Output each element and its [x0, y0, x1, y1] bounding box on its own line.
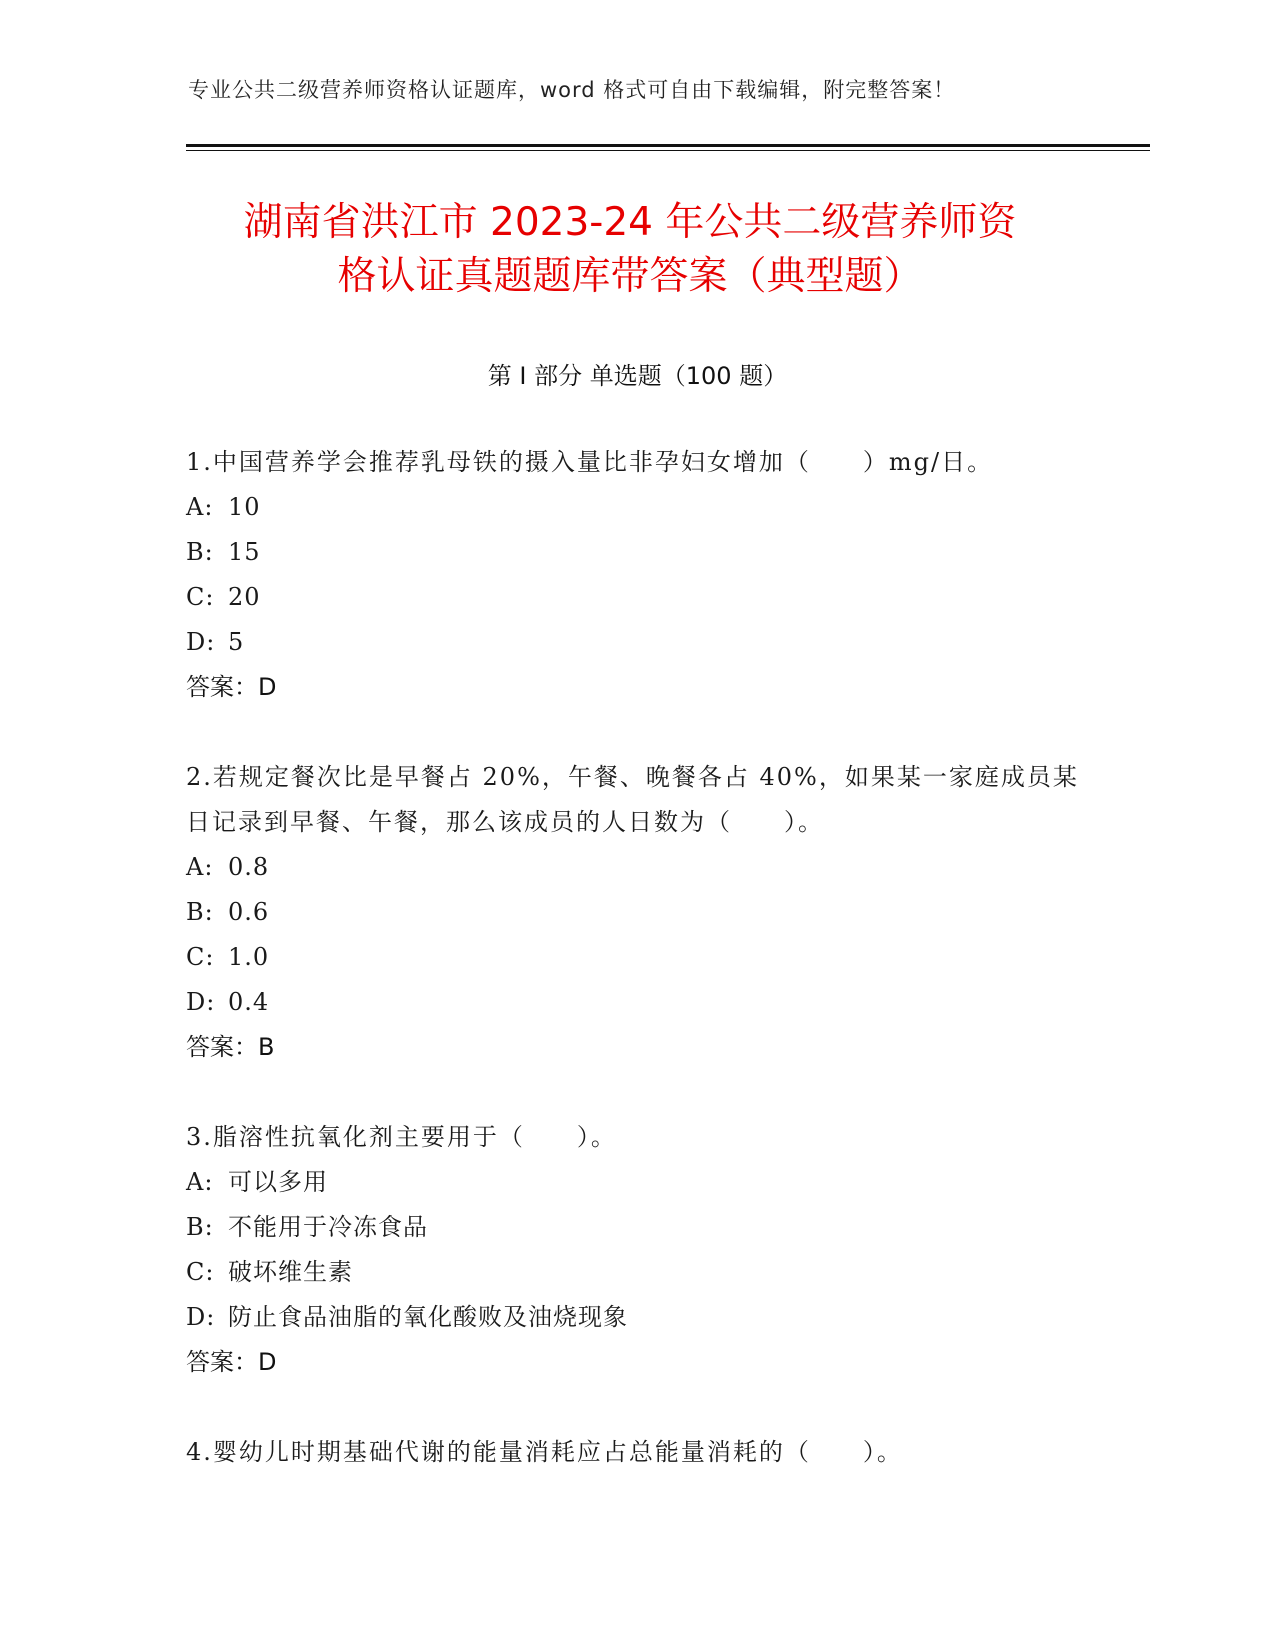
- option-b: [186, 530, 1086, 575]
- option-c: [186, 935, 1086, 980]
- option-b: [186, 890, 1086, 935]
- option-d: [186, 620, 1086, 665]
- option-text: 不能用于冷冻食品: [228, 1213, 428, 1241]
- option-a: [186, 1160, 1086, 1205]
- option-text: 5: [228, 628, 245, 656]
- title-line-2: 格认证真题题库带答案（典型题）: [337, 254, 923, 299]
- option-key: A:: [186, 853, 214, 881]
- option-a: [186, 845, 1086, 890]
- option-key: B:: [186, 1213, 214, 1241]
- option-text: 0.4: [228, 988, 270, 1016]
- option-b: [186, 1205, 1086, 1250]
- option-text: 20: [228, 583, 261, 611]
- option-text: 破坏维生素: [228, 1258, 353, 1286]
- option-text: 15: [228, 538, 261, 566]
- option-text: 防止食品油脂的氧化酸败及油烧现象: [228, 1303, 628, 1331]
- question-stem: 2.若规定餐次比是早餐占 20%，午餐、晚餐各占 40%，如果某一家庭成员某日记录到早餐、午餐，那么该成员的人日数为（ ）。: [186, 763, 1079, 836]
- question-1: [186, 440, 1086, 710]
- question-stem: 3.脂溶性抗氧化剂主要用于（ ）。: [186, 1123, 617, 1151]
- option-text: 10: [228, 493, 261, 521]
- option-d: [186, 1295, 1086, 1340]
- answer-line: 答案：B: [186, 1033, 275, 1061]
- document-title: [160, 196, 1100, 304]
- option-key: B:: [186, 898, 214, 926]
- question-2: [186, 755, 1086, 1070]
- option-key: B:: [186, 538, 214, 566]
- question-spacer: [186, 1070, 1086, 1115]
- question-stem: 1.中国营养学会推荐乳母铁的摄入量比非孕妇女增加（ ）mg/日。: [186, 448, 994, 476]
- option-c: [186, 1250, 1086, 1295]
- option-key: A:: [186, 493, 214, 521]
- option-d: [186, 980, 1086, 1025]
- title-line-1: 湖南省洪江市 2023-24 年公共二级营养师资: [243, 200, 1017, 245]
- option-key: C:: [186, 943, 215, 971]
- option-text: 可以多用: [228, 1168, 328, 1196]
- option-key: C:: [186, 583, 215, 611]
- question-spacer: [186, 710, 1086, 755]
- header-rule-thin: [186, 150, 1150, 151]
- option-key: C:: [186, 1258, 215, 1286]
- question-stem: 4.婴幼儿时期基础代谢的能量消耗应占总能量消耗的（ ）。: [186, 1438, 903, 1466]
- answer-line: 答案：D: [186, 1348, 277, 1376]
- option-text: 1.0: [228, 943, 270, 971]
- header-rule-thick: [186, 144, 1150, 147]
- answer-line: 答案：D: [186, 673, 277, 701]
- question-4: [186, 1430, 1086, 1475]
- option-text: 0.8: [228, 853, 270, 881]
- question-list: [186, 440, 1086, 1475]
- option-text: 0.6: [228, 898, 270, 926]
- header-note: 专业公共二级营养师资格认证题库，word 格式可自由下载编辑，附完整答案！: [188, 78, 956, 102]
- option-key: D:: [186, 1303, 216, 1331]
- option-key: A:: [186, 1168, 214, 1196]
- option-key: D:: [186, 988, 216, 1016]
- option-a: [186, 485, 1086, 530]
- question-spacer: [186, 1385, 1086, 1430]
- question-3: [186, 1115, 1086, 1385]
- section-title: 第 I 部分 单选题（100 题）: [487, 362, 788, 390]
- option-c: [186, 575, 1086, 620]
- option-key: D:: [186, 628, 216, 656]
